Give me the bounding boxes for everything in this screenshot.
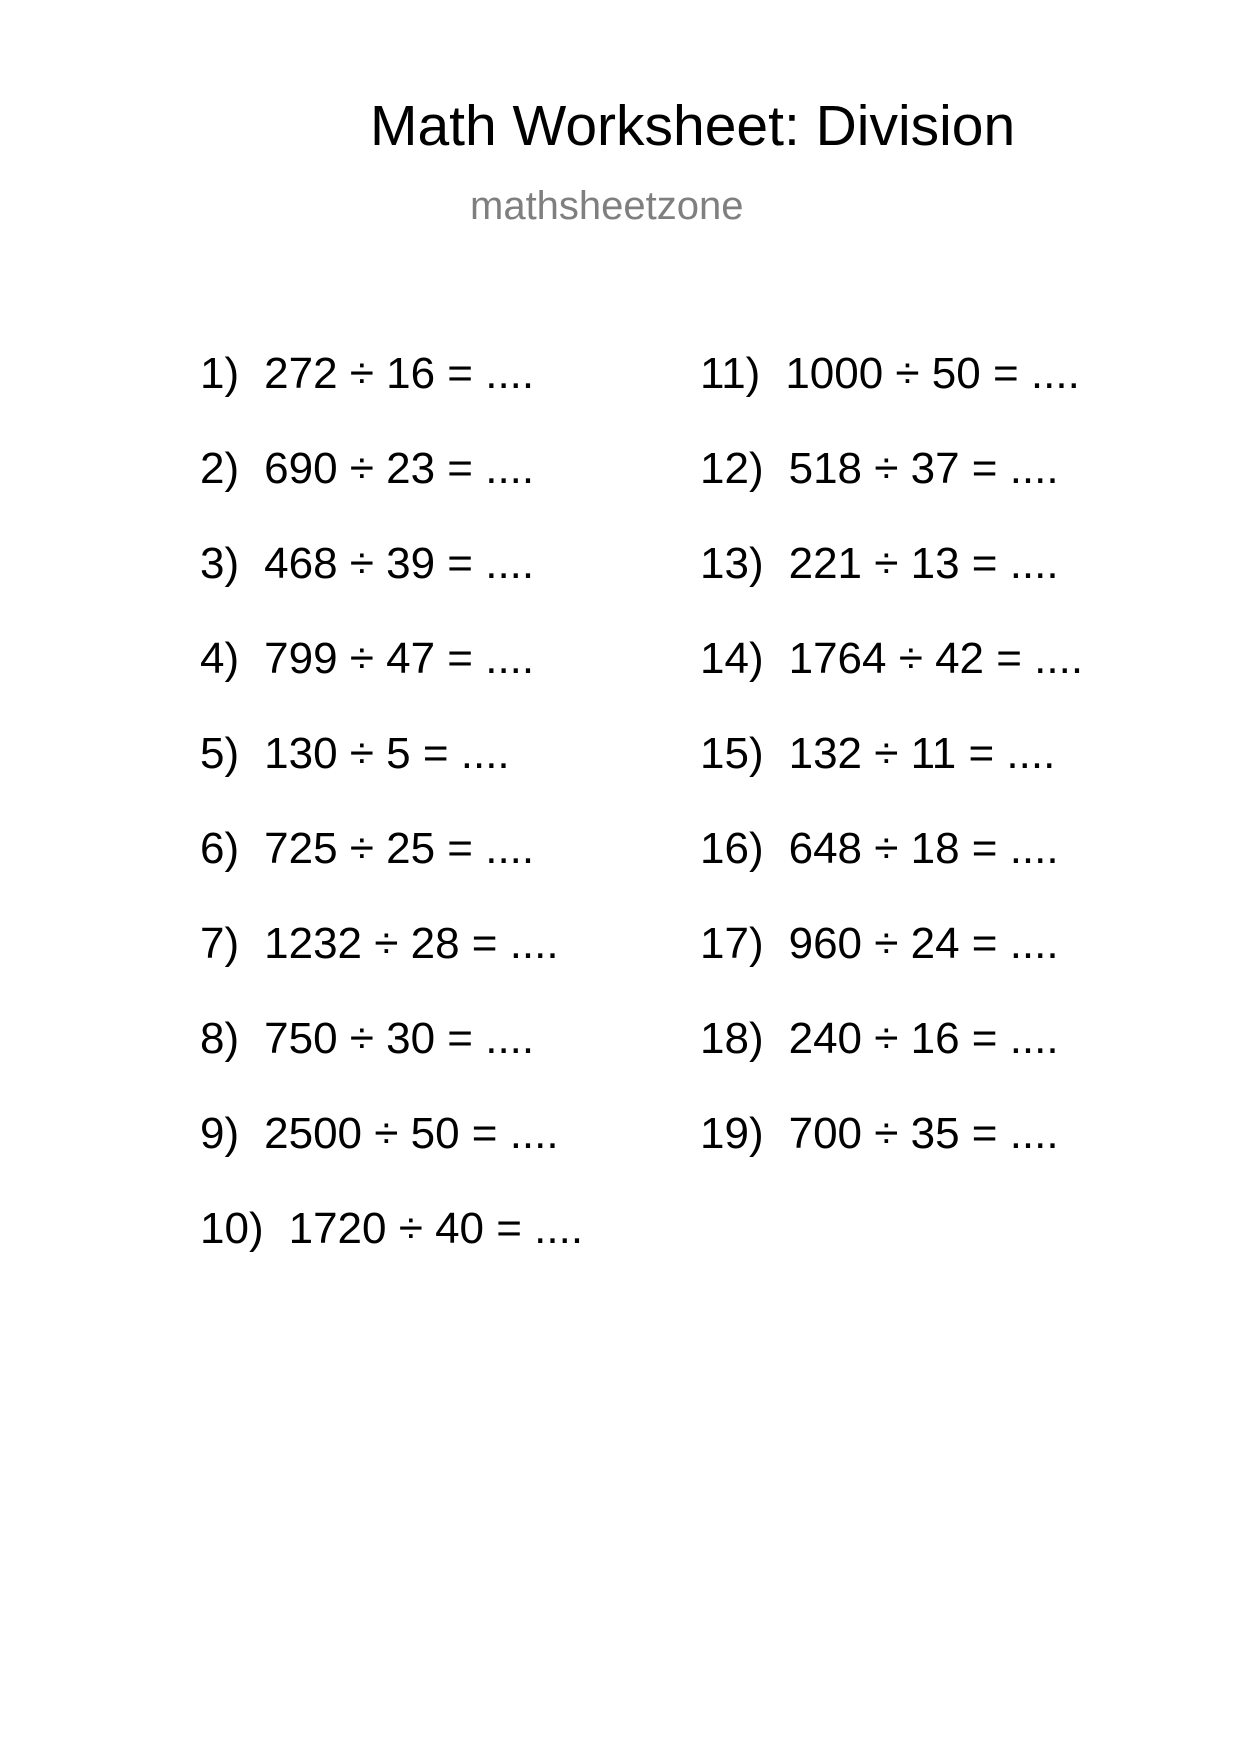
problem-number: 15) [700, 729, 764, 778]
problem-8 [200, 1014, 583, 1112]
problem-number: 16) [700, 824, 764, 873]
problem-expression: 2500 ÷ 50 = .... [264, 1109, 559, 1158]
problem-expression: 799 ÷ 47 = .... [264, 634, 535, 683]
problem-expression: 725 ÷ 25 = .... [264, 824, 535, 873]
problem-expression: 132 ÷ 11 = .... [788, 729, 1056, 778]
problem-14 [700, 634, 1084, 732]
problem-number: 4) [200, 634, 240, 683]
problem-number: 14) [700, 634, 764, 683]
problem-expression: 1000 ÷ 50 = .... [785, 349, 1080, 398]
problem-expression: 221 ÷ 13 = .... [788, 539, 1059, 588]
page-subtitle: mathsheetzone [470, 184, 744, 228]
problem-5 [200, 729, 583, 827]
problem-3 [200, 539, 583, 637]
problem-number: 18) [700, 1014, 764, 1063]
problem-expression: 960 ÷ 24 = .... [788, 919, 1059, 968]
problem-number: 9) [200, 1109, 240, 1158]
problem-expression: 750 ÷ 30 = .... [264, 1014, 535, 1063]
problem-number: 8) [200, 1014, 240, 1063]
problem-number: 3) [200, 539, 240, 588]
problem-expression: 1764 ÷ 42 = .... [788, 634, 1084, 683]
problem-expression: 1232 ÷ 28 = .... [264, 919, 559, 968]
problem-expression: 1720 ÷ 40 = .... [288, 1204, 584, 1253]
problem-2 [200, 444, 583, 542]
problem-9 [200, 1109, 583, 1207]
problem-number: 12) [700, 444, 764, 493]
problem-expression: 690 ÷ 23 = .... [264, 444, 535, 493]
problem-10 [200, 1204, 584, 1302]
problem-19 [700, 1109, 1083, 1207]
problem-expression: 648 ÷ 18 = .... [788, 824, 1059, 873]
problem-expression: 468 ÷ 39 = .... [264, 539, 535, 588]
problems-right-column [700, 349, 1084, 1207]
problem-18 [700, 1014, 1083, 1112]
problem-number: 13) [700, 539, 764, 588]
problem-17 [700, 919, 1083, 1017]
problem-11 [700, 349, 1083, 447]
problem-16 [700, 824, 1083, 922]
problem-number: 17) [700, 919, 764, 968]
problem-13 [700, 539, 1083, 637]
problem-15 [700, 729, 1083, 827]
problem-7 [200, 919, 583, 1017]
problem-number: 7) [200, 919, 240, 968]
problem-number: 2) [200, 444, 240, 493]
problem-number: 11) [700, 349, 761, 398]
page-title: Math Worksheet: Division [370, 94, 1016, 158]
problem-expression: 130 ÷ 5 = .... [264, 729, 510, 778]
problem-6 [200, 824, 583, 922]
problem-number: 5) [200, 729, 240, 778]
problem-number: 19) [700, 1109, 764, 1158]
problem-expression: 700 ÷ 35 = .... [788, 1109, 1059, 1158]
problem-12 [700, 444, 1083, 542]
problem-number: 6) [200, 824, 240, 873]
problem-1 [200, 349, 583, 447]
problems-left-column [200, 349, 584, 1302]
problem-expression: 272 ÷ 16 = .... [264, 349, 535, 398]
problem-4 [200, 634, 583, 732]
problem-expression: 240 ÷ 16 = .... [788, 1014, 1059, 1063]
problem-number: 10) [200, 1204, 264, 1253]
problem-number: 1) [200, 349, 240, 398]
problem-expression: 518 ÷ 37 = .... [788, 444, 1059, 493]
